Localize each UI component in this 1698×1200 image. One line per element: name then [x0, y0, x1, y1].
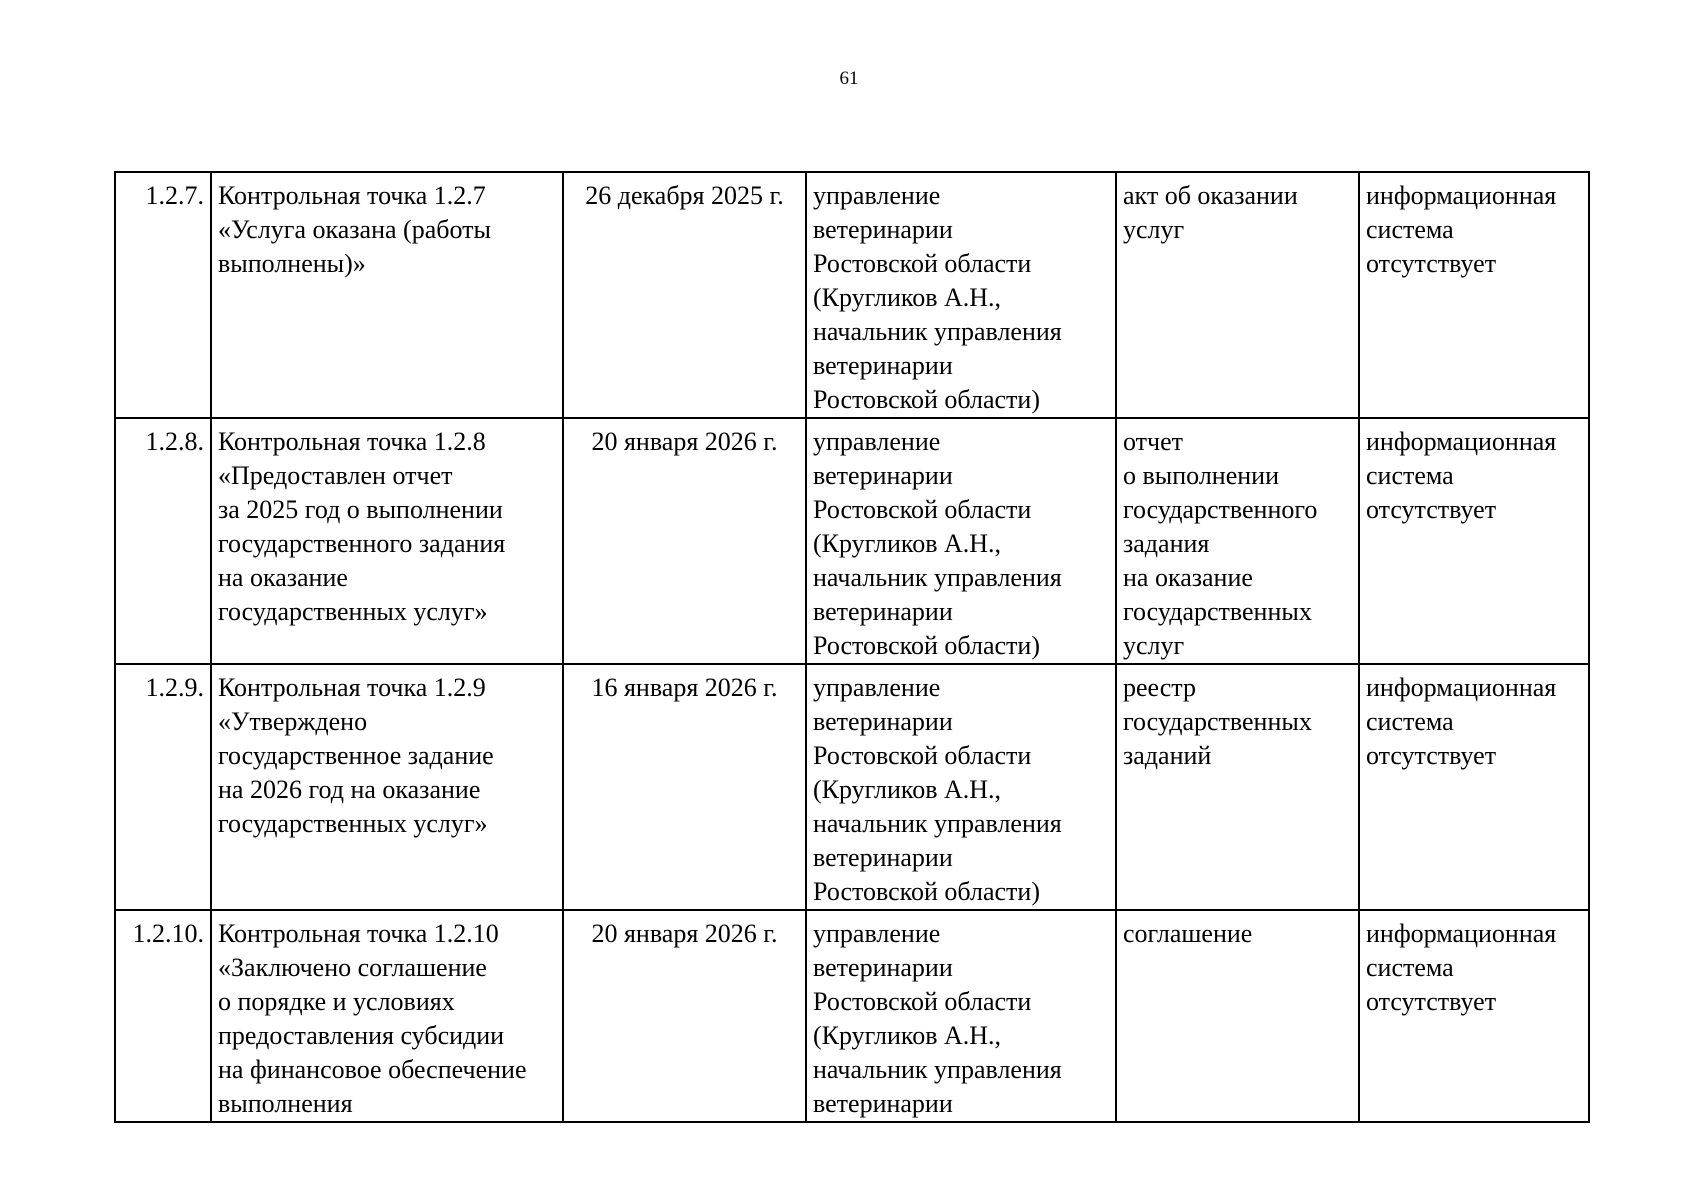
table-row	[115, 418, 1589, 664]
control-point-name-cell: Контрольная точка 1.2.8 «Предоставлен отчет за 2025 год о выполнении государственного задания на оказание государственных услуг»	[211, 418, 563, 664]
row-number-cell: 1.2.7.	[115, 172, 211, 418]
responsible-cell: управление ветеринарии Ростовской области (Кругликов А.Н., начальник управления ветеринарии Ростовской области)	[806, 664, 1116, 910]
control-points-table	[114, 171, 1590, 1123]
document-type-cell: реестр государственных заданий	[1116, 664, 1359, 910]
responsible-cell: управление ветеринарии Ростовской области (Кругликов А.Н., начальник управления ветеринарии	[806, 910, 1116, 1122]
table-row	[115, 664, 1589, 910]
control-point-name-cell: Контрольная точка 1.2.10 «Заключено соглашение о порядке и условиях предоставления субсидии на финансовое обеспечение выполнения	[211, 910, 563, 1122]
document-type-cell: соглашение	[1116, 910, 1359, 1122]
responsible-cell: управление ветеринарии Ростовской области (Кругликов А.Н., начальник управления ветеринарии Ростовской области)	[806, 418, 1116, 664]
control-point-name-cell: Контрольная точка 1.2.9 «Утверждено государственное задание на 2026 год на оказание государственных услуг»	[211, 664, 563, 910]
table-row	[115, 910, 1589, 1122]
deadline-date-cell: 20 января 2026 г.	[563, 418, 806, 664]
deadline-date-cell: 16 января 2026 г.	[563, 664, 806, 910]
page-number: 61	[839, 68, 859, 89]
document-type-cell: отчет о выполнении государственного задания на оказание государственных услуг	[1116, 418, 1359, 664]
information-system-cell: информационная система отсутствует	[1359, 664, 1589, 910]
deadline-date-cell: 26 декабря 2025 г.	[563, 172, 806, 418]
control-point-name-cell: Контрольная точка 1.2.7 «Услуга оказана (работы выполнены)»	[211, 172, 563, 418]
responsible-cell: управление ветеринарии Ростовской области (Кругликов А.Н., начальник управления ветеринарии Ростовской области)	[806, 172, 1116, 418]
row-number-cell: 1.2.10.	[115, 910, 211, 1122]
deadline-date-cell: 20 января 2026 г.	[563, 910, 806, 1122]
document-type-cell: акт об оказании услуг	[1116, 172, 1359, 418]
information-system-cell: информационная система отсутствует	[1359, 172, 1589, 418]
row-number-cell: 1.2.8.	[115, 418, 211, 664]
information-system-cell: информационная система отсутствует	[1359, 910, 1589, 1122]
information-system-cell: информационная система отсутствует	[1359, 418, 1589, 664]
table-row	[115, 172, 1589, 418]
row-number-cell: 1.2.9.	[115, 664, 211, 910]
